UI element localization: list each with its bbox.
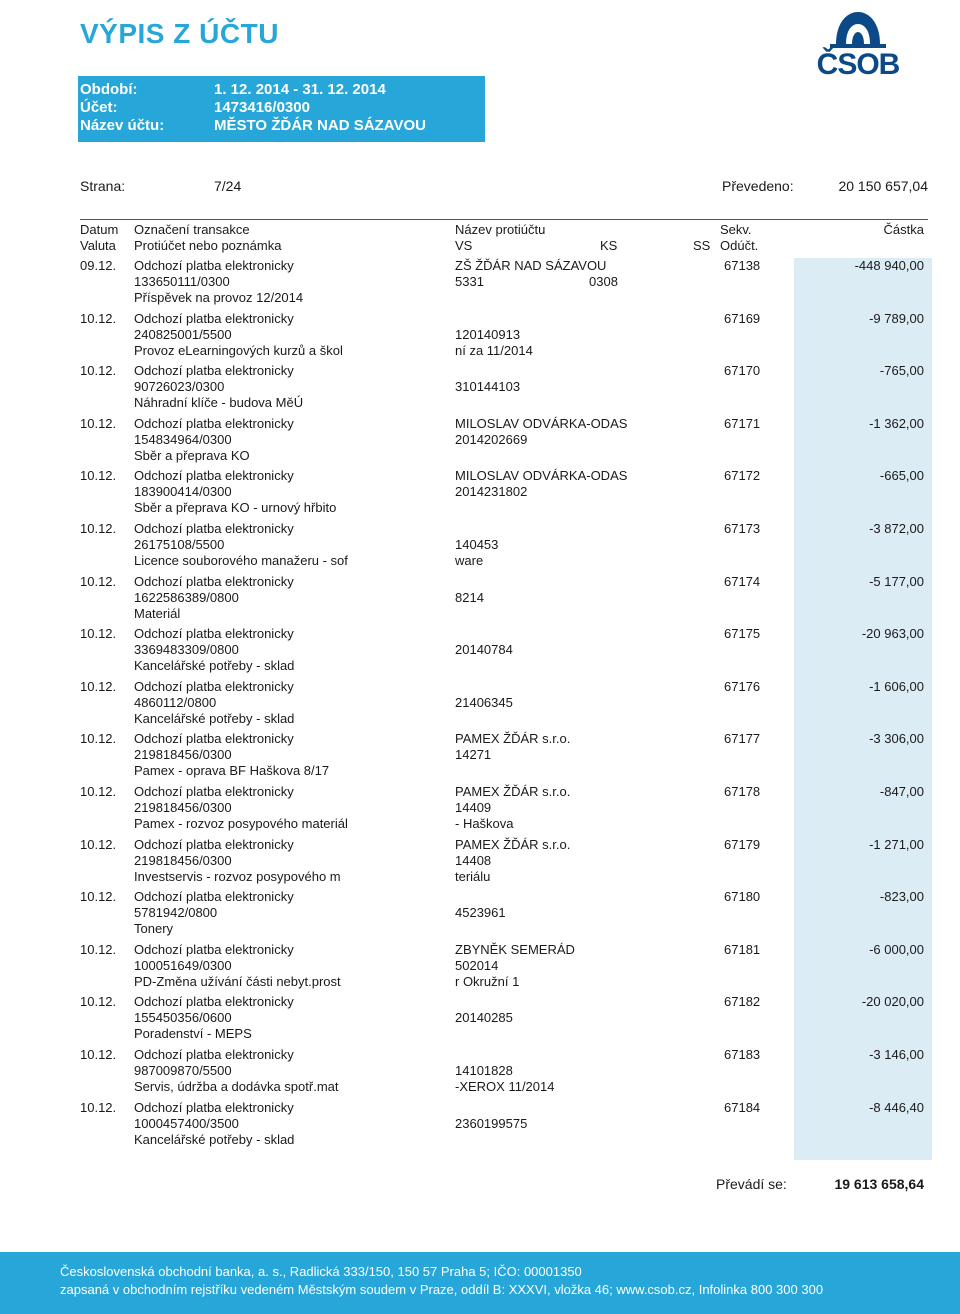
counter-account: 154834964/0300 — [134, 431, 232, 447]
table-row — [0, 837, 960, 889]
table-row — [0, 994, 960, 1046]
transaction-amount: -6 000,00 — [869, 941, 924, 957]
sequence-number: 67182 — [724, 994, 761, 1010]
period-row — [80, 81, 386, 98]
page-label: Strana: — [80, 178, 126, 194]
transaction-type: Odchozí platba elektronicky — [134, 521, 294, 536]
account-name-value: MĚSTO ŽĎÁR NAD SÁZAVOU — [214, 117, 426, 134]
table-row — [0, 416, 960, 468]
table-row — [0, 731, 960, 783]
sequence-number: 67171 — [724, 415, 761, 431]
transaction-date: 10.12. — [80, 310, 117, 326]
sequence-number: 67178 — [724, 784, 761, 799]
transaction-amount: -20 020,00 — [861, 994, 924, 1010]
transaction-date: 10.12. — [80, 415, 117, 431]
transaction-note: Sběr a přeprava KO - urnový hřbito — [134, 500, 337, 516]
transaction-note: PD-Změna užívání části nebyt.prost — [134, 973, 341, 989]
counter-account: 133650111/0300 — [134, 274, 230, 289]
counter-account: 100051649/0300 — [134, 957, 232, 973]
variable-symbol: 120140913 — [455, 326, 521, 342]
transaction-note: Pamex - rozvoz posypového materiál — [134, 816, 348, 831]
account-label: Účet: — [80, 99, 118, 116]
transaction-amount: -1 271,00 — [869, 836, 924, 852]
table-row — [0, 942, 960, 994]
transaction-date: 10.12. — [80, 678, 117, 694]
variable-symbol: 20140285 — [455, 1010, 513, 1026]
page-number: 7/24 — [214, 178, 242, 194]
carry-over-value: 19 613 658,64 — [834, 1176, 924, 1192]
counter-account: 219818456/0300 — [134, 852, 232, 868]
sequence-number: 67175 — [724, 626, 761, 642]
sequence-number: 67181 — [724, 941, 761, 957]
counter-detail: ní za 11/2014 — [455, 342, 533, 358]
counter-account: 1622586389/0800 — [134, 589, 239, 605]
counter-name: PAMEX ŽĎÁR s.r.o. — [455, 784, 571, 799]
transaction-date: 09.12. — [80, 258, 117, 273]
account-name-label: Název účtu: — [80, 117, 165, 134]
transaction-date: 10.12. — [80, 836, 117, 852]
transaction-type: Odchozí platba elektronicky — [134, 889, 294, 905]
transaction-amount: -765,00 — [879, 363, 924, 379]
transaction-type: Odchozí platba elektronicky — [134, 836, 294, 852]
transaction-note: Materiál — [134, 605, 181, 621]
transaction-note: Pamex - oprava BF Haškova 8/17 — [134, 763, 330, 779]
transaction-type: Odchozí platba elektronicky — [134, 784, 294, 799]
period-label: Období: — [80, 81, 138, 98]
counter-account: 155450356/0600 — [134, 1010, 232, 1026]
carried-forward-label: Převedeno: — [722, 178, 794, 194]
counter-account: 183900414/0300 — [134, 484, 232, 500]
variable-symbol: 8214 — [455, 589, 484, 605]
transaction-amount: -8 446,40 — [869, 1099, 924, 1115]
period-value: 1. 12. 2014 - 31. 12. 2014 — [214, 81, 386, 98]
transaction-date: 10.12. — [80, 731, 117, 747]
counter-name: MILOSLAV ODVÁRKA-ODAS — [455, 468, 628, 484]
counter-detail: -XEROX 11/2014 — [455, 1079, 555, 1094]
transaction-type: Odchozí platba elektronicky — [134, 363, 294, 379]
csob-logo — [810, 4, 906, 80]
transaction-amount: -3 306,00 — [869, 731, 924, 747]
table-row — [0, 626, 960, 678]
counter-name: ZŠ ŽĎÁR NAD SÁZAVOU — [455, 258, 607, 273]
transaction-note: Provoz eLearningových kurzů a škol — [134, 342, 343, 358]
header-divider — [80, 219, 928, 220]
transaction-note: Kancelářské potřeby - sklad — [134, 658, 295, 674]
sequence-number: 67180 — [724, 889, 761, 905]
table-row — [0, 1047, 960, 1099]
variable-symbol: 21406345 — [455, 694, 513, 710]
transaction-date: 10.12. — [80, 784, 117, 799]
transaction-amount: -823,00 — [879, 889, 924, 905]
table-row — [0, 679, 960, 731]
transaction-type: Odchozí platba elektronicky — [134, 415, 294, 431]
transaction-type: Odchozí platba elektronicky — [134, 1099, 294, 1115]
variable-symbol: 14101828 — [455, 1063, 513, 1078]
variable-symbol: 502014 — [455, 957, 499, 973]
transaction-type: Odchozí platba elektronicky — [134, 941, 294, 957]
transaction-amount: -3 872,00 — [869, 521, 924, 536]
table-row — [0, 1100, 960, 1152]
account-name-row — [80, 117, 426, 134]
transaction-date: 10.12. — [80, 573, 117, 589]
counter-name: ZBYNĚK SEMERÁD — [455, 941, 575, 957]
carried-forward-value: 20 150 657,04 — [838, 178, 928, 194]
transaction-amount: -1 362,00 — [869, 415, 924, 431]
transaction-type: Odchozí platba elektronicky — [134, 626, 294, 642]
transaction-note: Tonery — [134, 921, 174, 937]
transaction-date: 10.12. — [80, 994, 117, 1010]
sequence-number: 67172 — [724, 468, 761, 484]
transaction-date: 10.12. — [80, 468, 117, 484]
variable-symbol: 4523961 — [455, 905, 506, 921]
col-ss: SS — [693, 238, 711, 253]
transaction-amount: -665,00 — [879, 468, 924, 484]
counter-account: 90726023/0300 — [134, 379, 225, 395]
transaction-date: 10.12. — [80, 1047, 117, 1062]
constant-symbol: 0308 — [589, 274, 618, 289]
sequence-number: 67184 — [724, 1099, 761, 1115]
transaction-note: Investservis - rozvoz posypového m — [134, 868, 341, 884]
transaction-note: Náhradní klíče - budova MěÚ — [134, 395, 304, 411]
transaction-date: 10.12. — [80, 626, 117, 642]
col-counter-name: Název protiúčtu — [455, 222, 546, 237]
sequence-number: 67179 — [724, 836, 761, 852]
counter-detail: r Okružní 1 — [455, 973, 520, 989]
transaction-amount: -5 177,00 — [869, 573, 924, 589]
col-ks: KS — [600, 238, 618, 253]
counter-detail: ware — [455, 553, 484, 568]
transaction-amount: -847,00 — [879, 784, 924, 799]
variable-symbol: 140453 — [455, 537, 499, 552]
table-row — [0, 784, 960, 836]
variable-symbol: 2014231802 — [455, 484, 528, 500]
transaction-type: Odchozí platba elektronicky — [134, 468, 294, 484]
col-counter-account: Protiúčet nebo poznámka — [134, 238, 282, 253]
table-row — [0, 468, 960, 520]
sequence-number: 67183 — [724, 1047, 761, 1062]
col-transaction-type: Označení transakce — [134, 222, 250, 237]
transaction-note: Kancelářské potřeby - sklad — [134, 1131, 295, 1147]
counter-account: 1000457400/3500 — [134, 1115, 239, 1131]
counter-account: 219818456/0300 — [134, 747, 232, 763]
col-sequence: Sekv. — [720, 222, 752, 237]
table-row — [0, 521, 960, 573]
variable-symbol: 5331 — [455, 274, 484, 289]
col-vs: VS — [455, 238, 473, 253]
col-amount: Částka — [883, 222, 924, 237]
transaction-note: Sběr a přeprava KO — [134, 447, 250, 463]
counter-account: 26175108/5500 — [134, 537, 225, 552]
counter-account: 5781942/0800 — [134, 905, 218, 921]
table-row — [0, 889, 960, 941]
transaction-note: Servis, údržba a dodávka spotř.mat — [134, 1079, 339, 1094]
sequence-number: 67176 — [724, 678, 761, 694]
table-row — [0, 258, 960, 310]
transaction-type: Odchozí platba elektronicky — [134, 731, 294, 747]
footer-line-2: zapsaná v obchodním rejstříku vedeném Městským soudem v Praze, oddíl B: XXXVI, vložka 46; www.csob.cz, Infolinka 800 300 300 — [60, 1282, 824, 1297]
transaction-amount: -448 940,00 — [854, 258, 924, 273]
counter-name: PAMEX ŽĎÁR s.r.o. — [455, 836, 571, 852]
variable-symbol: 14408 — [455, 852, 492, 868]
sequence-number: 67174 — [724, 573, 761, 589]
transaction-type: Odchozí platba elektronicky — [134, 573, 294, 589]
counter-account: 240825001/5500 — [134, 326, 232, 342]
transaction-amount: -20 963,00 — [861, 626, 924, 642]
transaction-note: Kancelářské potřeby - sklad — [134, 710, 295, 726]
transaction-type: Odchozí platba elektronicky — [134, 310, 294, 326]
table-row — [0, 363, 960, 415]
counter-detail: - Haškova — [455, 816, 514, 831]
sequence-number: 67177 — [724, 731, 761, 747]
table-row — [0, 311, 960, 363]
csob-logo-icon — [810, 4, 906, 50]
transaction-date: 10.12. — [80, 1099, 117, 1115]
transaction-type: Odchozí platba elektronicky — [134, 1047, 294, 1062]
transaction-amount: -9 789,00 — [869, 310, 924, 326]
counter-account: 987009870/5500 — [134, 1063, 232, 1078]
footer-line-1: Československá obchodní banka, a. s., Radlická 333/150, 150 57 Praha 5; IČO: 00001350 — [60, 1264, 582, 1279]
transaction-type: Odchozí platba elektronicky — [134, 994, 294, 1010]
transaction-note: Poradenství - MEPS — [134, 1026, 252, 1042]
sequence-number: 67173 — [724, 521, 761, 536]
sequence-number: 67138 — [724, 258, 761, 273]
carry-over-label: Převádí se: — [716, 1176, 787, 1192]
sequence-number: 67169 — [724, 310, 761, 326]
transaction-date: 10.12. — [80, 363, 117, 379]
transaction-note: Licence souborového manažeru - sof — [134, 553, 348, 568]
transaction-note: Příspěvek na provoz 12/2014 — [134, 290, 304, 305]
csob-logo-text: ČSOB — [816, 48, 900, 81]
counter-detail: teriálu — [455, 868, 491, 884]
counter-name: MILOSLAV ODVÁRKA-ODAS — [455, 415, 628, 431]
transaction-type: Odchozí platba elektronicky — [134, 678, 294, 694]
variable-symbol: 2360199575 — [455, 1115, 528, 1131]
variable-symbol: 14409 — [455, 800, 492, 815]
col-valuta: Valuta — [80, 238, 116, 253]
footer — [0, 1252, 960, 1314]
col-date: Datum — [80, 222, 119, 237]
transaction-date: 10.12. — [80, 889, 117, 905]
counter-account: 219818456/0300 — [134, 800, 232, 815]
sequence-number: 67170 — [724, 363, 761, 379]
transaction-amount: -3 146,00 — [869, 1047, 924, 1062]
transaction-date: 10.12. — [80, 521, 117, 536]
transaction-type: Odchozí platba elektronicky — [134, 258, 294, 273]
variable-symbol: 310144103 — [455, 379, 521, 395]
col-deducted: Odúčt. — [720, 238, 759, 253]
transaction-date: 10.12. — [80, 941, 117, 957]
counter-name: PAMEX ŽĎÁR s.r.o. — [455, 731, 571, 747]
variable-symbol: 2014202669 — [455, 431, 528, 447]
statement-title: VÝPIS Z ÚČTU — [80, 18, 279, 49]
counter-account: 4860112/0800 — [134, 694, 217, 710]
table-row — [0, 574, 960, 626]
counter-account: 3369483309/0800 — [134, 642, 239, 658]
variable-symbol: 20140784 — [455, 642, 513, 658]
variable-symbol: 14271 — [455, 747, 492, 763]
account-row — [80, 99, 310, 116]
transaction-amount: -1 606,00 — [869, 678, 924, 694]
account-value: 1473416/0300 — [214, 99, 310, 116]
